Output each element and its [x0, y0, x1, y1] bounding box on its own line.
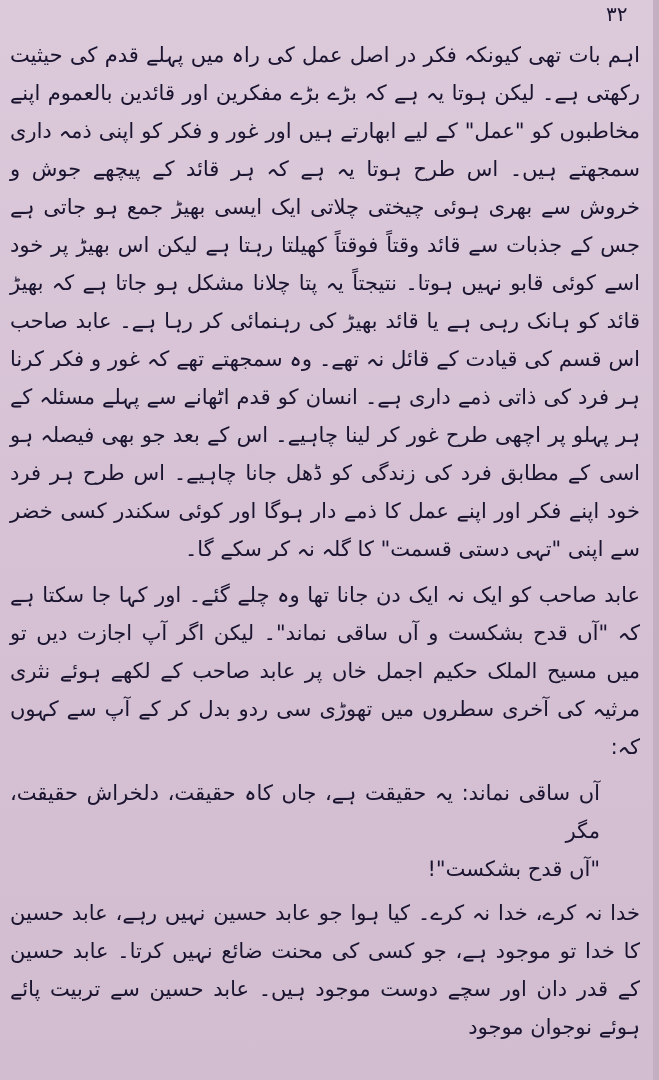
quoted-couplet — [10, 774, 640, 888]
page-number: ۳۲ — [606, 2, 628, 26]
page-edge-shadow — [653, 0, 659, 1080]
paragraph-2: عابد صاحب کو ایک نہ ایک دن جانا تھا وہ چلے گئے۔ اور کہا جا سکتا ہے کہ "آں قدح بشکست و آں ساقی نماند"۔ لیکن اگر آپ اجازت دیں تو میں مسیح الملک حکیم اجمل خاں پر عابد صاحب کے لکھے ہوئے نثری مرثیہ کی آخری سطروں میں تھوڑی سی ردو بدل کر کے آپ سے کہوں کہ: — [10, 583, 640, 759]
couplet-line-2: "آں قدح بشکست"! — [427, 857, 600, 881]
couplet-line-1: آں ساقی نماند: یہ حقیقت ہے، جاں کاہ حقیقت، دلخراش حقیقت، مگر — [10, 781, 600, 843]
page-body-text — [10, 36, 640, 1054]
paragraph-3: خدا نہ کرے، خدا نہ کرے۔ کیا ہوا جو عابد حسین نہیں رہے، عابد حسین کا خدا تو موجود ہے، جو کسی کی محنت ضائع نہیں کرتا۔ عابد حسین کے قدر دان اور سچے دوست موجود ہیں۔ عابد حسین سے تربیت پائے ہوئے نوجوان موجود — [10, 901, 640, 1039]
paragraph-1: اہم بات تھی کیونکہ فکر در اصل عمل کی راہ میں پہلے قدم کی حیثیت رکھتی ہے۔ لیکن ہوتا یہ ہے کہ بڑے بڑے مفکرین اور قائدین بالعموم اپنے مخاطبوں کو "عمل" کے لیے ابھارتے ہیں اور غور و فکر کو اپنی ذمہ داری سمجھتے ہیں۔ اس طرح ہوتا یہ ہے کہ ہر قائد کے پیچھے جوش و خروش سے بھری ہوئی چیختی چلاتی ایک ایسی بھیڑ جمع ہو جاتی ہے جس کے جذبات سے قائد وقتاً فوقتاً کھیلتا رہتا ہے لیکن اس بھیڑ پر خود اسے کوئی قابو نہیں ہوتا۔ نتیجتاً یہ پتا چلانا مشکل ہو جاتا ہے کہ بھیڑ قائد کو ہانک رہی ہے یا قائد بھیڑ کی رہنمائی کر رہا ہے۔ عابد صاحب اس قسم کی قیادت کے قائل نہ تھے۔ وہ سمجھتے تھے کہ غور و فکر کرنا ہر فرد کی ذاتی ذمے داری ہے۔ انسان کو قدم اٹھانے سے پہلے مسئلہ کے ہر پہلو پر اچھی طرح غور کر لینا چاہیے۔ اس کے بعد جو بھی فیصلہ ہو اسی کے مطابق فرد کی زندگی کو ڈھل جانا چاہیے۔ اس طرح ہر فرد خود اپنے فکر اور اپنے عمل کا ذمے دار ہوگا اور کوئی سکندر کسی خضر سے اپنی "تہی دستی قسمت" کا گلہ نہ کر سکے گا۔ — [10, 43, 640, 561]
